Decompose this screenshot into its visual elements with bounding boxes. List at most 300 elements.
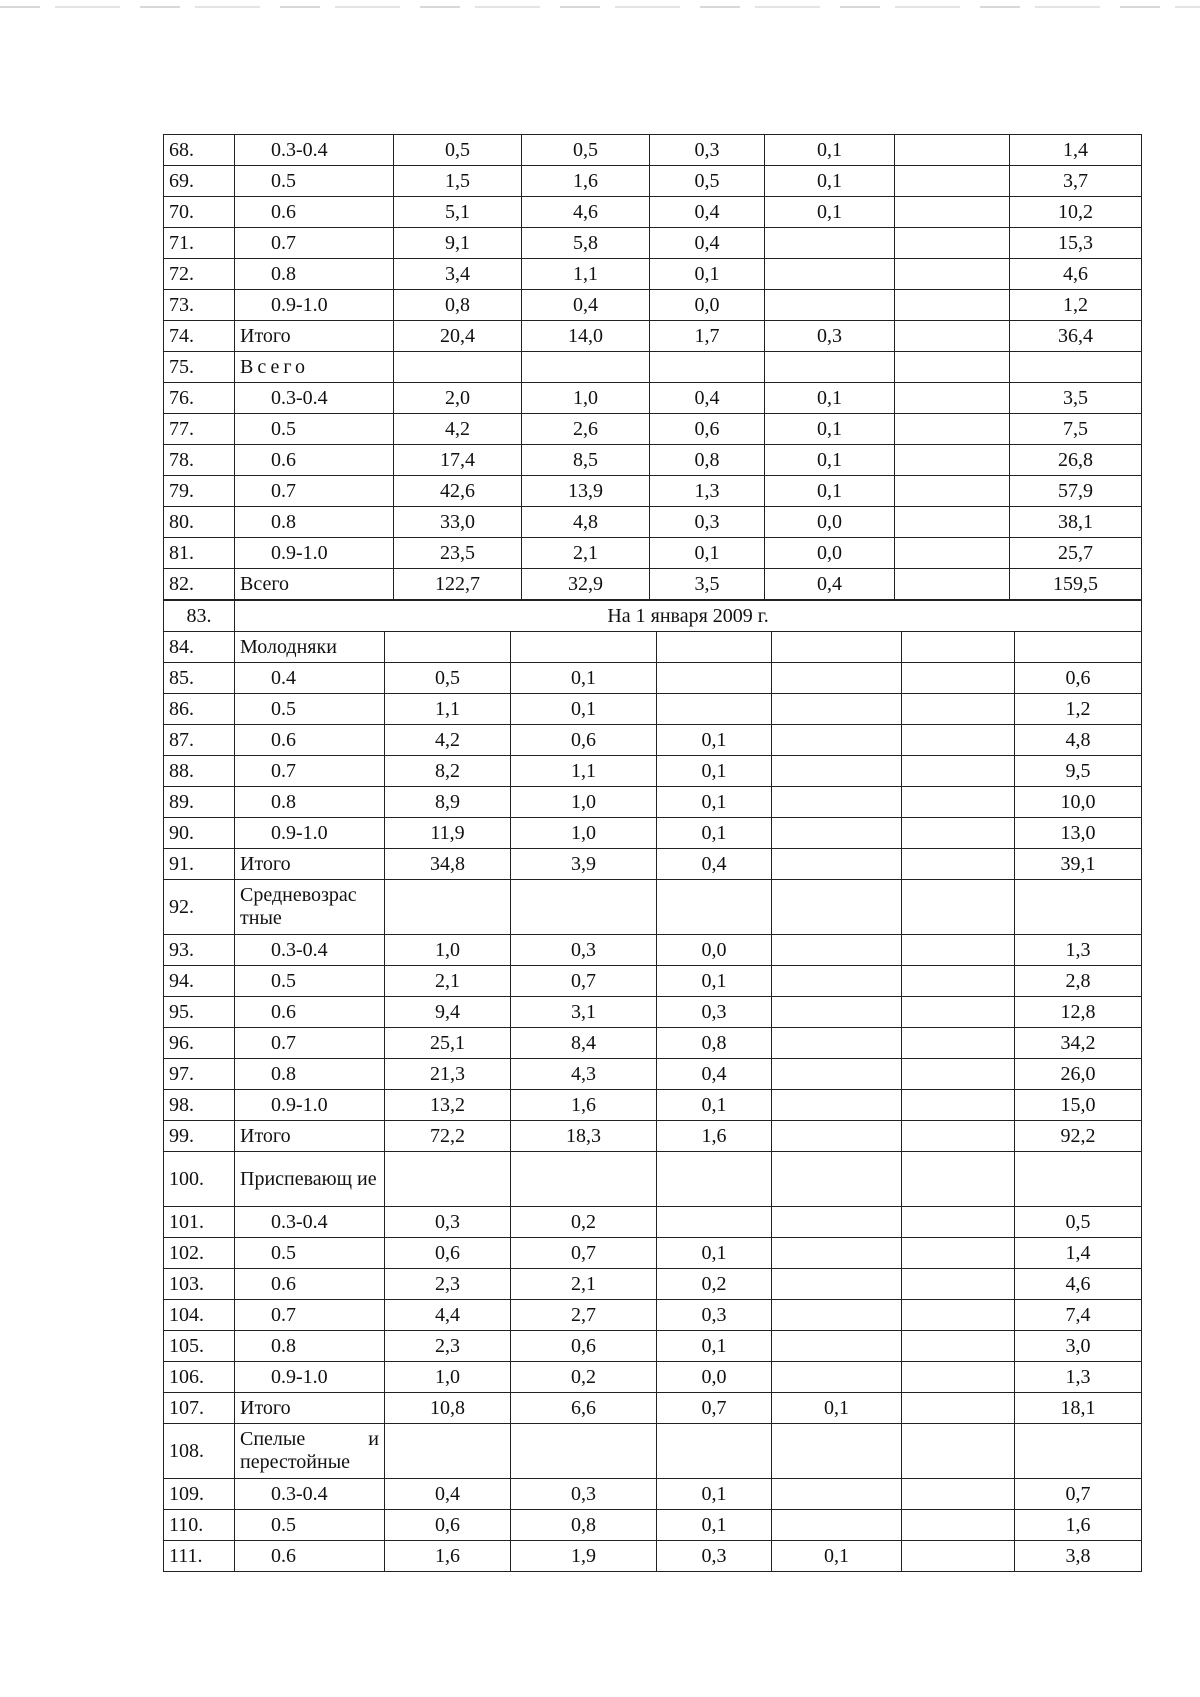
cell-value: 23,5 <box>394 538 522 569</box>
row-label: 0.7 <box>235 476 394 507</box>
cell-value: 1,0 <box>385 1362 511 1393</box>
cell-value: 1,0 <box>522 383 650 414</box>
cell-value: 1,6 <box>657 1121 772 1152</box>
cell-value <box>772 1510 902 1541</box>
cell-value <box>895 476 1010 507</box>
cell-value: 0,0 <box>765 507 895 538</box>
cell-value: 17,4 <box>394 445 522 476</box>
cell-value: 9,4 <box>385 997 511 1028</box>
cell-value: 0,1 <box>765 135 895 166</box>
cell-value <box>902 1424 1015 1479</box>
cell-value <box>772 935 902 966</box>
table-row <box>164 1300 1142 1331</box>
cell-value: 2,7 <box>511 1300 657 1331</box>
cell-value <box>1015 632 1142 663</box>
cell-value <box>657 1424 772 1479</box>
table-row <box>164 1393 1142 1424</box>
cell-value: 0,1 <box>511 694 657 725</box>
document-page <box>163 134 1141 1572</box>
row-number: 74. <box>164 321 235 352</box>
cell-value: 2,1 <box>385 966 511 997</box>
row-label: 0.9-1.0 <box>235 818 385 849</box>
cell-value <box>902 1152 1015 1207</box>
cell-value: 3,8 <box>1015 1541 1142 1572</box>
row-number: 106. <box>164 1362 235 1393</box>
cell-value: 25,7 <box>1010 538 1142 569</box>
cell-value: 3,1 <box>511 997 657 1028</box>
cell-value <box>902 1059 1015 1090</box>
cell-value: 0,1 <box>765 414 895 445</box>
row-label: 0.6 <box>235 725 385 756</box>
cell-value <box>772 1152 902 1207</box>
row-label: 0.5 <box>235 166 394 197</box>
cell-value <box>657 632 772 663</box>
table-row <box>164 1238 1142 1269</box>
cell-value: 0,7 <box>657 1393 772 1424</box>
row-label: 0.7 <box>235 756 385 787</box>
cell-value: 4,6 <box>1015 1269 1142 1300</box>
cell-value: 2,8 <box>1015 966 1142 997</box>
row-number: 104. <box>164 1300 235 1331</box>
cell-value: 4,8 <box>1015 725 1142 756</box>
row-number: 76. <box>164 383 235 414</box>
cell-value: 21,3 <box>385 1059 511 1090</box>
cell-value: 0,6 <box>385 1238 511 1269</box>
row-number: 87. <box>164 725 235 756</box>
cell-value: 3,9 <box>511 849 657 880</box>
row-number: 93. <box>164 935 235 966</box>
cell-value: 1,4 <box>1010 135 1142 166</box>
table-row <box>164 818 1142 849</box>
row-number: 85. <box>164 663 235 694</box>
cell-value: 1,6 <box>1015 1510 1142 1541</box>
cell-value: 1,1 <box>385 694 511 725</box>
cell-value: 0,1 <box>657 1331 772 1362</box>
table-row <box>164 321 1142 352</box>
table-row <box>164 694 1142 725</box>
cell-value: 0,3 <box>765 321 895 352</box>
table-row <box>164 383 1142 414</box>
cell-value: 0,7 <box>1015 1479 1142 1510</box>
cell-value <box>657 694 772 725</box>
cell-value: 1,5 <box>394 166 522 197</box>
row-number: 94. <box>164 966 235 997</box>
table-row <box>164 1269 1142 1300</box>
row-number: 101. <box>164 1207 235 1238</box>
cell-value: 8,4 <box>511 1028 657 1059</box>
cell-value <box>772 1479 902 1510</box>
row-label: 0.8 <box>235 787 385 818</box>
row-number: 70. <box>164 197 235 228</box>
cell-value: 4,6 <box>522 197 650 228</box>
cell-value: 39,1 <box>1015 849 1142 880</box>
cell-value <box>895 197 1010 228</box>
row-label: Средневозрас тные <box>235 880 385 935</box>
row-label: Итого <box>235 1393 385 1424</box>
cell-value: 0,7 <box>511 1238 657 1269</box>
table-row <box>164 166 1142 197</box>
cell-value: 0,3 <box>511 1479 657 1510</box>
cell-value: 5,8 <box>522 228 650 259</box>
cell-value: 0,3 <box>657 1300 772 1331</box>
scan-artifact-line <box>0 6 1200 8</box>
cell-value <box>902 756 1015 787</box>
cell-value <box>765 228 895 259</box>
cell-value: 11,9 <box>385 818 511 849</box>
table-row <box>164 1121 1142 1152</box>
cell-value <box>902 1238 1015 1269</box>
cell-value: 34,8 <box>385 849 511 880</box>
table-row <box>164 197 1142 228</box>
forest-stats-table-bottom <box>163 600 1142 1572</box>
cell-value: 0,1 <box>657 1238 772 1269</box>
section-header-row <box>164 601 1142 632</box>
cell-value: 0,6 <box>385 1510 511 1541</box>
row-label: 0.7 <box>235 1300 385 1331</box>
row-number: 90. <box>164 818 235 849</box>
cell-value: 0,1 <box>765 197 895 228</box>
cell-value: 1,6 <box>385 1541 511 1572</box>
cell-value: 0,5 <box>394 135 522 166</box>
cell-value: 0,0 <box>765 538 895 569</box>
row-label: Спелые и перестойные <box>235 1424 385 1479</box>
cell-value <box>772 787 902 818</box>
cell-value: 0,0 <box>650 290 765 321</box>
cell-value: 0,4 <box>650 383 765 414</box>
cell-value <box>772 694 902 725</box>
row-label: 0.3-0.4 <box>235 1479 385 1510</box>
row-label: Молодняки <box>235 632 385 663</box>
cell-value: 9,1 <box>394 228 522 259</box>
cell-value <box>895 383 1010 414</box>
cell-value <box>902 694 1015 725</box>
row-label: 0.6 <box>235 1269 385 1300</box>
cell-value: 10,0 <box>1015 787 1142 818</box>
cell-value <box>1015 1424 1142 1479</box>
table-row <box>164 228 1142 259</box>
cell-value <box>772 966 902 997</box>
row-number: 80. <box>164 507 235 538</box>
cell-value <box>895 538 1010 569</box>
cell-value: 5,1 <box>394 197 522 228</box>
cell-value <box>772 756 902 787</box>
cell-value: 0,3 <box>650 135 765 166</box>
cell-value: 72,2 <box>385 1121 511 1152</box>
cell-value <box>895 569 1010 600</box>
cell-value: 0,4 <box>522 290 650 321</box>
row-number: 77. <box>164 414 235 445</box>
cell-value: 6,6 <box>511 1393 657 1424</box>
cell-value: 0,4 <box>650 228 765 259</box>
table-row <box>164 1028 1142 1059</box>
cell-value: 0,4 <box>650 197 765 228</box>
cell-value <box>772 1362 902 1393</box>
cell-value: 0,6 <box>511 725 657 756</box>
table-row <box>164 1207 1142 1238</box>
cell-value <box>772 1121 902 1152</box>
cell-value: 0,0 <box>657 935 772 966</box>
cell-value: 0,1 <box>650 259 765 290</box>
cell-value <box>895 352 1010 383</box>
cell-value <box>902 1121 1015 1152</box>
table-row <box>164 935 1142 966</box>
cell-value: 1,1 <box>511 756 657 787</box>
cell-value: 0,1 <box>765 445 895 476</box>
row-number: 75. <box>164 352 235 383</box>
cell-value: 0,1 <box>657 1090 772 1121</box>
cell-value: 0,3 <box>385 1207 511 1238</box>
cell-value: 18,3 <box>511 1121 657 1152</box>
cell-value <box>657 880 772 935</box>
cell-value <box>765 259 895 290</box>
cell-value: 0,1 <box>657 966 772 997</box>
cell-value: 0,3 <box>511 935 657 966</box>
cell-value: 1,2 <box>1010 290 1142 321</box>
cell-value <box>902 1331 1015 1362</box>
table-row <box>164 880 1142 935</box>
cell-value: 20,4 <box>394 321 522 352</box>
row-label: 0.6 <box>235 445 394 476</box>
cell-value: 1,6 <box>511 1090 657 1121</box>
cell-value <box>772 1331 902 1362</box>
cell-value: 1,0 <box>511 787 657 818</box>
row-label: 0.8 <box>235 1059 385 1090</box>
cell-value: 3,4 <box>394 259 522 290</box>
cell-value: 0,5 <box>1015 1207 1142 1238</box>
cell-value <box>772 725 902 756</box>
cell-value: 0,8 <box>511 1510 657 1541</box>
cell-value <box>902 1393 1015 1424</box>
cell-value: 159,5 <box>1010 569 1142 600</box>
cell-value: 0,0 <box>657 1362 772 1393</box>
cell-value <box>772 1424 902 1479</box>
cell-value: 9,5 <box>1015 756 1142 787</box>
row-label: Всего <box>235 569 394 600</box>
row-label: 0.5 <box>235 1510 385 1541</box>
cell-value: 2,3 <box>385 1269 511 1300</box>
cell-value <box>772 1207 902 1238</box>
cell-value <box>511 1424 657 1479</box>
cell-value <box>772 1300 902 1331</box>
cell-value <box>902 880 1015 935</box>
cell-value: 0,4 <box>765 569 895 600</box>
cell-value: 36,4 <box>1010 321 1142 352</box>
cell-value <box>772 997 902 1028</box>
cell-value <box>902 1028 1015 1059</box>
cell-value: 3,7 <box>1010 166 1142 197</box>
cell-value: 8,2 <box>385 756 511 787</box>
cell-value: 1,9 <box>511 1541 657 1572</box>
cell-value: 3,5 <box>650 569 765 600</box>
row-label: 0.7 <box>235 1028 385 1059</box>
cell-value: 14,0 <box>522 321 650 352</box>
row-label: Итого <box>235 1121 385 1152</box>
row-label: 0.5 <box>235 414 394 445</box>
cell-value <box>902 935 1015 966</box>
cell-value: 0,4 <box>385 1479 511 1510</box>
row-number: 102. <box>164 1238 235 1269</box>
table-row <box>164 1331 1142 1362</box>
cell-value: 4,6 <box>1010 259 1142 290</box>
cell-value: 57,9 <box>1010 476 1142 507</box>
cell-value: 0,1 <box>772 1541 902 1572</box>
table-row <box>164 997 1142 1028</box>
cell-value <box>902 663 1015 694</box>
row-number: 91. <box>164 849 235 880</box>
row-number: 82. <box>164 569 235 600</box>
cell-value: 0,1 <box>511 663 657 694</box>
forest-stats-table-top <box>163 134 1142 600</box>
cell-value: 1,6 <box>522 166 650 197</box>
row-number: 83. <box>164 601 235 632</box>
cell-value: 4,2 <box>394 414 522 445</box>
cell-value: 3,0 <box>1015 1331 1142 1362</box>
cell-value: 15,0 <box>1015 1090 1142 1121</box>
row-label: 0.9-1.0 <box>235 1362 385 1393</box>
cell-value: 32,9 <box>522 569 650 600</box>
cell-value: 2,6 <box>522 414 650 445</box>
table-row <box>164 1510 1142 1541</box>
cell-value <box>902 1207 1015 1238</box>
cell-value <box>895 414 1010 445</box>
cell-value <box>895 135 1010 166</box>
cell-value: 13,9 <box>522 476 650 507</box>
row-number: 72. <box>164 259 235 290</box>
cell-value <box>772 849 902 880</box>
row-number: 99. <box>164 1121 235 1152</box>
row-label: 0.9-1.0 <box>235 538 394 569</box>
cell-value <box>895 259 1010 290</box>
cell-value <box>895 507 1010 538</box>
row-label: 0.3-0.4 <box>235 935 385 966</box>
cell-value: 0,1 <box>657 1510 772 1541</box>
cell-value: 0,3 <box>650 507 765 538</box>
row-number: 108. <box>164 1424 235 1479</box>
cell-value: 7,5 <box>1010 414 1142 445</box>
cell-value: 0,1 <box>772 1393 902 1424</box>
cell-value: 1,7 <box>650 321 765 352</box>
cell-value <box>772 663 902 694</box>
row-label: Итого <box>235 321 394 352</box>
cell-value <box>772 632 902 663</box>
row-number: 73. <box>164 290 235 321</box>
row-number: 96. <box>164 1028 235 1059</box>
cell-value: 0,6 <box>650 414 765 445</box>
section-title: На 1 января 2009 г. <box>235 601 1142 632</box>
cell-value: 0,2 <box>657 1269 772 1300</box>
cell-value: 4,3 <box>511 1059 657 1090</box>
row-number: 92. <box>164 880 235 935</box>
cell-value <box>902 1090 1015 1121</box>
row-label: 0.6 <box>235 1541 385 1572</box>
cell-value <box>902 1479 1015 1510</box>
row-label: 0.3-0.4 <box>235 135 394 166</box>
cell-value: 38,1 <box>1010 507 1142 538</box>
cell-value: 122,7 <box>394 569 522 600</box>
row-number: 81. <box>164 538 235 569</box>
cell-value <box>385 632 511 663</box>
cell-value: 1,0 <box>385 935 511 966</box>
row-label: 0.6 <box>235 197 394 228</box>
cell-value <box>895 228 1010 259</box>
cell-value <box>765 290 895 321</box>
row-label: 0.9-1.0 <box>235 290 394 321</box>
cell-value <box>657 1152 772 1207</box>
cell-value <box>385 1152 511 1207</box>
cell-value: 92,2 <box>1015 1121 1142 1152</box>
cell-value: 33,0 <box>394 507 522 538</box>
row-number: 84. <box>164 632 235 663</box>
cell-value <box>772 1090 902 1121</box>
cell-value: 0,5 <box>650 166 765 197</box>
cell-value <box>895 445 1010 476</box>
cell-value <box>1015 1152 1142 1207</box>
cell-value: 0,1 <box>657 756 772 787</box>
cell-value: 0,3 <box>657 1541 772 1572</box>
cell-value: 0,7 <box>511 966 657 997</box>
table-row <box>164 507 1142 538</box>
cell-value: 4,8 <box>522 507 650 538</box>
row-number: 88. <box>164 756 235 787</box>
cell-value <box>765 352 895 383</box>
row-number: 107. <box>164 1393 235 1424</box>
row-number: 68. <box>164 135 235 166</box>
cell-value: 0,4 <box>657 1059 772 1090</box>
cell-value: 0,1 <box>657 1479 772 1510</box>
row-label: 0.8 <box>235 259 394 290</box>
cell-value: 2,1 <box>511 1269 657 1300</box>
cell-value <box>522 352 650 383</box>
cell-value <box>385 880 511 935</box>
table-row <box>164 352 1142 383</box>
cell-value: 0,1 <box>765 166 895 197</box>
cell-value <box>385 1424 511 1479</box>
cell-value: 2,3 <box>385 1331 511 1362</box>
cell-value: 25,1 <box>385 1028 511 1059</box>
row-label: 0.5 <box>235 694 385 725</box>
table-row <box>164 1541 1142 1572</box>
table-row <box>164 445 1142 476</box>
row-number: 86. <box>164 694 235 725</box>
row-label: 0.3-0.4 <box>235 383 394 414</box>
cell-value: 13,2 <box>385 1090 511 1121</box>
table-row <box>164 725 1142 756</box>
cell-value <box>657 663 772 694</box>
row-number: 105. <box>164 1331 235 1362</box>
cell-value <box>394 352 522 383</box>
table-row <box>164 663 1142 694</box>
cell-value <box>902 966 1015 997</box>
cell-value <box>772 1028 902 1059</box>
row-number: 110. <box>164 1510 235 1541</box>
row-number: 100. <box>164 1152 235 1207</box>
cell-value: 1,0 <box>511 818 657 849</box>
cell-value: 15,3 <box>1010 228 1142 259</box>
cell-value: 1,3 <box>1015 1362 1142 1393</box>
cell-value: 34,2 <box>1015 1028 1142 1059</box>
table-row <box>164 632 1142 663</box>
cell-value: 0,2 <box>511 1362 657 1393</box>
table-row <box>164 476 1142 507</box>
cell-value: 1,2 <box>1015 694 1142 725</box>
cell-value: 0,8 <box>394 290 522 321</box>
row-number: 78. <box>164 445 235 476</box>
cell-value <box>895 321 1010 352</box>
table-row <box>164 1090 1142 1121</box>
table-row <box>164 756 1142 787</box>
cell-value <box>902 1541 1015 1572</box>
table-row <box>164 135 1142 166</box>
